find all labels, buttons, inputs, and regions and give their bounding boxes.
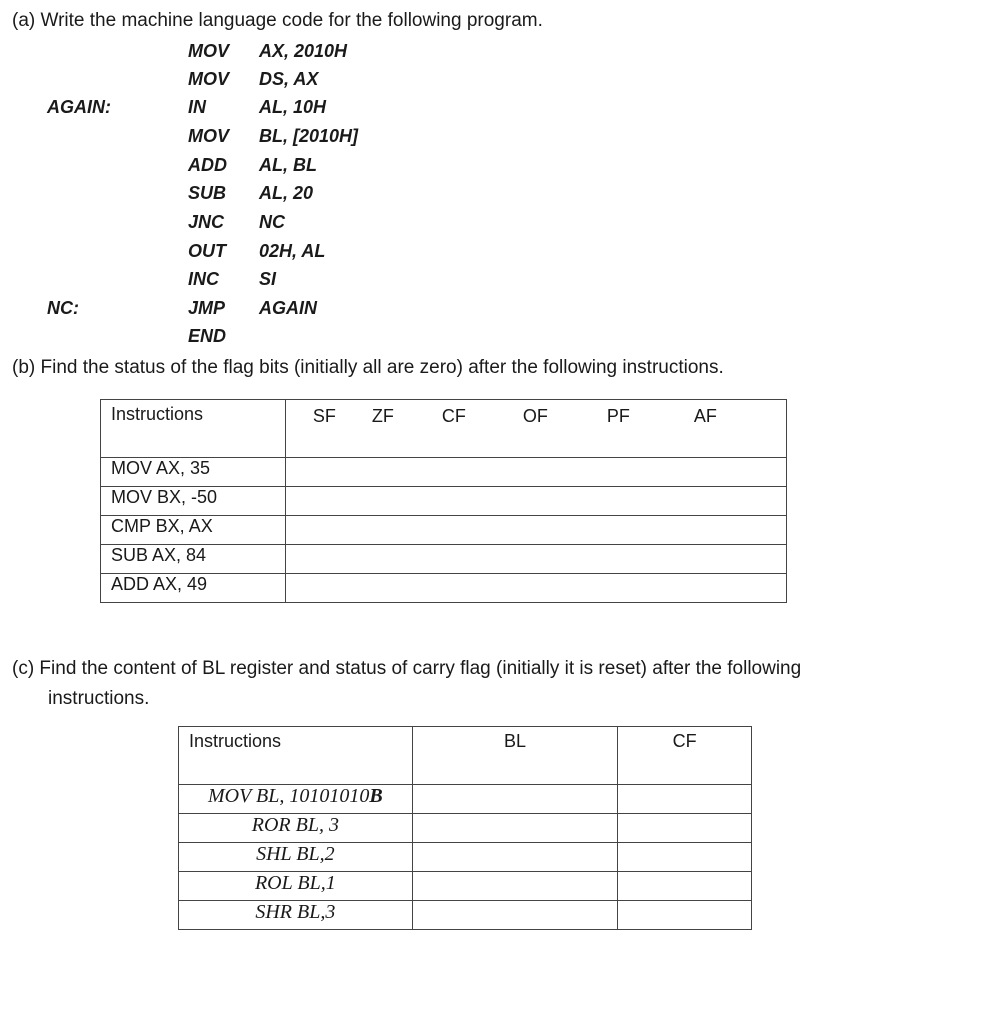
code-op: OUT xyxy=(188,241,226,261)
bl-answer-cell xyxy=(412,901,618,930)
flags-answer-cell xyxy=(285,487,786,516)
flag-zf: ZF xyxy=(371,406,394,426)
flag-cf: CF xyxy=(441,406,466,426)
code-op: SUB xyxy=(188,183,227,203)
cf-answer-cell xyxy=(618,814,752,843)
code-op: MOV xyxy=(188,126,230,146)
instruction-cell xyxy=(179,814,413,843)
table-row xyxy=(101,516,787,545)
table-row xyxy=(179,785,752,814)
flags-answer-cell xyxy=(285,574,786,603)
instruction-text: SHR BL,3 xyxy=(255,901,336,923)
cf-answer-cell xyxy=(618,872,752,901)
header-instructions: Instructions xyxy=(111,404,204,424)
part-a-question: (a) Write the machine language code for the following program. xyxy=(12,10,543,31)
part-b-question: (b) Find the status of the flag bits (initially all are zero) after the following instructions. xyxy=(12,357,724,378)
code-arg: AL, 20 xyxy=(259,183,314,203)
instruction-cell: ADD AX, 49 xyxy=(101,574,286,603)
table-row xyxy=(101,574,787,603)
code-arg: AL, 10H xyxy=(259,97,327,117)
code-arg: AX, 2010H xyxy=(259,41,348,61)
code-arg: DS, AX xyxy=(259,69,319,89)
table-row xyxy=(101,545,787,574)
code-op: JMP xyxy=(188,298,226,318)
table-row xyxy=(101,458,787,487)
flag-table xyxy=(100,399,787,603)
code-op: END xyxy=(188,326,227,346)
cf-answer-cell xyxy=(618,785,752,814)
flag-pf: PF xyxy=(606,406,630,426)
code-arg: BL, [2010H] xyxy=(259,126,359,146)
code-arg: NC xyxy=(259,212,285,232)
instruction-suffix: B xyxy=(369,785,383,807)
table-row xyxy=(101,487,787,516)
header-cf: CF xyxy=(672,731,697,751)
flag-table-header xyxy=(101,400,787,458)
code-op: MOV xyxy=(188,69,230,89)
flag-sf: SF xyxy=(312,406,336,426)
bl-table-header xyxy=(179,727,752,785)
code-arg: AL, BL xyxy=(259,155,317,175)
cf-answer-cell xyxy=(618,901,752,930)
bl-answer-cell xyxy=(412,843,618,872)
code-op: ADD xyxy=(188,155,227,175)
cf-answer-cell xyxy=(618,843,752,872)
flags-answer-cell xyxy=(285,516,786,545)
code-arg: 02H, AL xyxy=(259,241,326,261)
table-row xyxy=(179,872,752,901)
bl-answer-cell xyxy=(412,872,618,901)
code-op: INC xyxy=(188,269,219,289)
instruction-cell: CMP BX, AX xyxy=(101,516,286,545)
flag-af: AF xyxy=(693,406,717,426)
table-row xyxy=(179,843,752,872)
table-row xyxy=(179,901,752,930)
instruction-cell: MOV AX, 35 xyxy=(101,458,286,487)
header-instructions: Instructions xyxy=(189,731,282,751)
bl-table xyxy=(178,726,752,930)
code-label: NC: xyxy=(47,298,79,318)
instruction-cell xyxy=(179,785,413,814)
code-arg: SI xyxy=(259,269,277,289)
instruction-text: ROR BL, 3 xyxy=(251,814,339,836)
instruction-cell: SUB AX, 84 xyxy=(101,545,286,574)
part-c-question-line2: instructions. xyxy=(48,688,150,709)
header-bl: BL xyxy=(503,731,526,751)
instruction-cell: MOV BX, -50 xyxy=(101,487,286,516)
code-arg: AGAIN xyxy=(259,298,317,318)
flags-answer-cell xyxy=(285,458,786,487)
instruction-text: SHL BL,2 xyxy=(256,843,335,865)
flag-of: OF xyxy=(522,406,548,426)
code-label: AGAIN: xyxy=(47,97,111,117)
code-op: IN xyxy=(188,97,206,117)
instruction-cell xyxy=(179,872,413,901)
instruction-text: ROL BL,1 xyxy=(254,872,336,894)
bl-answer-cell xyxy=(412,814,618,843)
code-op: JNC xyxy=(188,212,225,232)
instruction-cell xyxy=(179,901,413,930)
bl-answer-cell xyxy=(412,785,618,814)
part-c-question-line1: (c) Find the content of BL register and status of carry flag (initially it is reset) after the following xyxy=(12,658,802,679)
instruction-cell xyxy=(179,843,413,872)
instruction-text: MOV BL, 10101010 xyxy=(208,785,370,807)
table-row xyxy=(179,814,752,843)
flags-answer-cell xyxy=(285,545,786,574)
code-op: MOV xyxy=(188,41,230,61)
